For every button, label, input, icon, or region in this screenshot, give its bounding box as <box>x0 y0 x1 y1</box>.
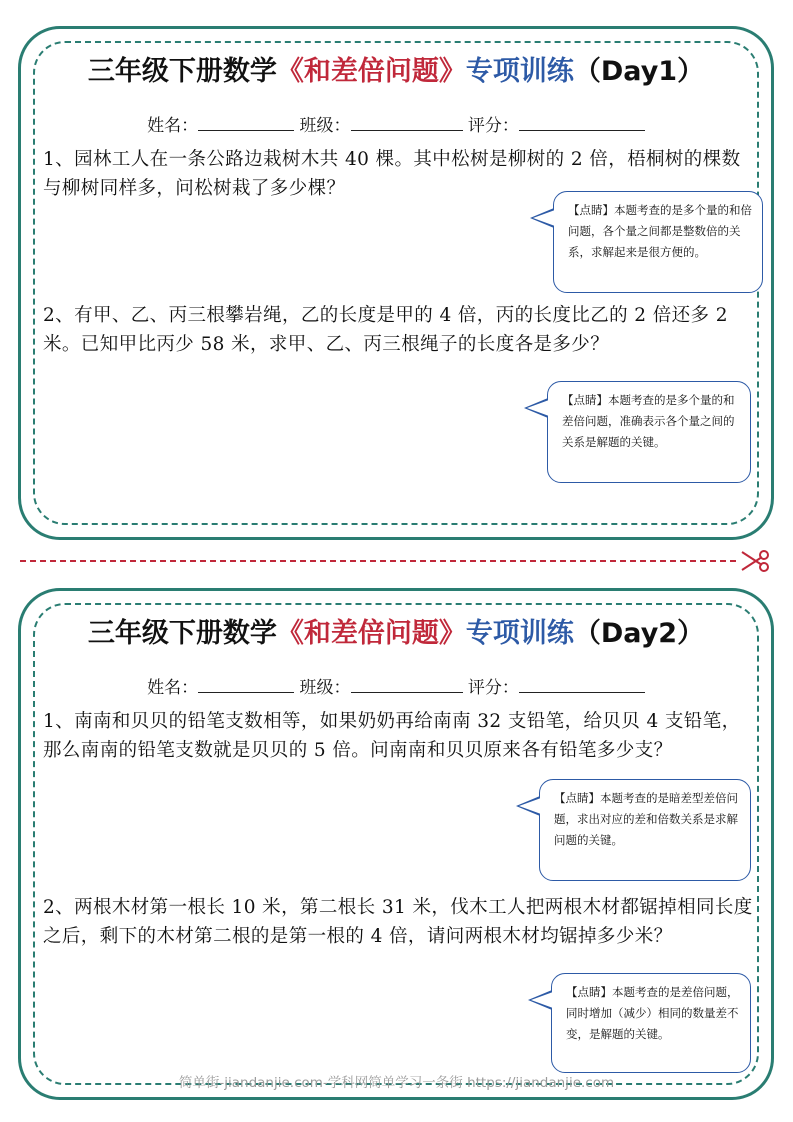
title-topic: 《和差倍问题》 <box>276 56 466 87</box>
name-label: 姓名： <box>147 116 199 136</box>
worksheet-title <box>21 49 771 88</box>
footer-watermark: 简单街-jiandanjie.com-学科网简单学习一条街 https://jiandanjie.com <box>178 1075 615 1091</box>
score-blank[interactable] <box>519 678 645 693</box>
question-2: 2、两根木材第一根长 10 米，第二根长 31 米，伐木工人把两根木材都锯掉相同长度之后，剩下的木材第二根的是第一根的 4 倍，请问两根木材均锯掉多少米？ <box>43 897 753 947</box>
cut-line <box>20 560 736 562</box>
hint-text: 【点睛】本题考查的是暗差型差倍问题，求出对应的差和倍数关系是求解问题的关键。 <box>554 791 738 847</box>
class-label: 班级： <box>299 116 351 136</box>
worksheet-card-day1 <box>18 26 774 540</box>
title-day: （Day2） <box>573 618 705 649</box>
title-prefix: 三年级下册数学 <box>87 618 277 649</box>
worksheet-card-day2 <box>18 588 774 1100</box>
title-prefix: 三年级下册数学 <box>87 56 277 87</box>
hint-bubble <box>547 381 751 483</box>
class-blank[interactable] <box>351 116 463 131</box>
hint-bubble <box>539 779 751 881</box>
student-info-row <box>21 673 771 698</box>
hint-text: 【点睛】本题考查的是差倍问题，同时增加（减少）相同的数量差不变，是解题的关键。 <box>566 985 739 1041</box>
scissors-icon <box>740 548 770 574</box>
class-blank[interactable] <box>351 678 463 693</box>
title-topic: 《和差倍问题》 <box>276 618 466 649</box>
class-label: 班级： <box>299 678 351 698</box>
title-suffix: 专项训练 <box>465 56 574 87</box>
score-label: 评分： <box>467 678 519 698</box>
title-suffix: 专项训练 <box>465 618 574 649</box>
hint-text: 【点睛】本题考查的是多个量的和差倍问题，准确表示各个量之间的关系是解题的关键。 <box>562 393 735 449</box>
score-label: 评分： <box>467 116 519 136</box>
hint-text: 【点睛】本题考查的是多个量的和倍问题，各个量之间都是整数倍的关系，求解起来是很方便的。 <box>568 203 752 259</box>
hint-bubble <box>551 973 751 1073</box>
worksheet-title <box>21 611 771 650</box>
name-blank[interactable] <box>198 116 294 131</box>
title-day: （Day1） <box>573 56 705 87</box>
hint-bubble <box>553 191 763 293</box>
name-label: 姓名： <box>147 678 199 698</box>
name-blank[interactable] <box>198 678 294 693</box>
student-info-row <box>21 111 771 136</box>
question-2: 2、有甲、乙、丙三根攀岩绳，乙的长度是甲的 4 倍，丙的长度比乙的 2 倍还多 2 米。已知甲比丙少 58 米，求甲、乙、丙三根绳子的长度各是多少？ <box>43 305 728 355</box>
score-blank[interactable] <box>519 116 645 131</box>
question-1: 1、南南和贝贝的铅笔支数相等，如果奶奶再给南南 32 支铅笔，给贝贝 4 支铅笔，那么南南的铅笔支数就是贝贝的 5 倍。问南南和贝贝原来各有铅笔多少支？ <box>43 711 741 761</box>
question-1: 1、园林工人在一条公路边栽树木共 40 棵。其中松树是柳树的 2 倍，梧桐树的棵数与柳树同样多，问松树栽了多少棵？ <box>43 149 741 199</box>
